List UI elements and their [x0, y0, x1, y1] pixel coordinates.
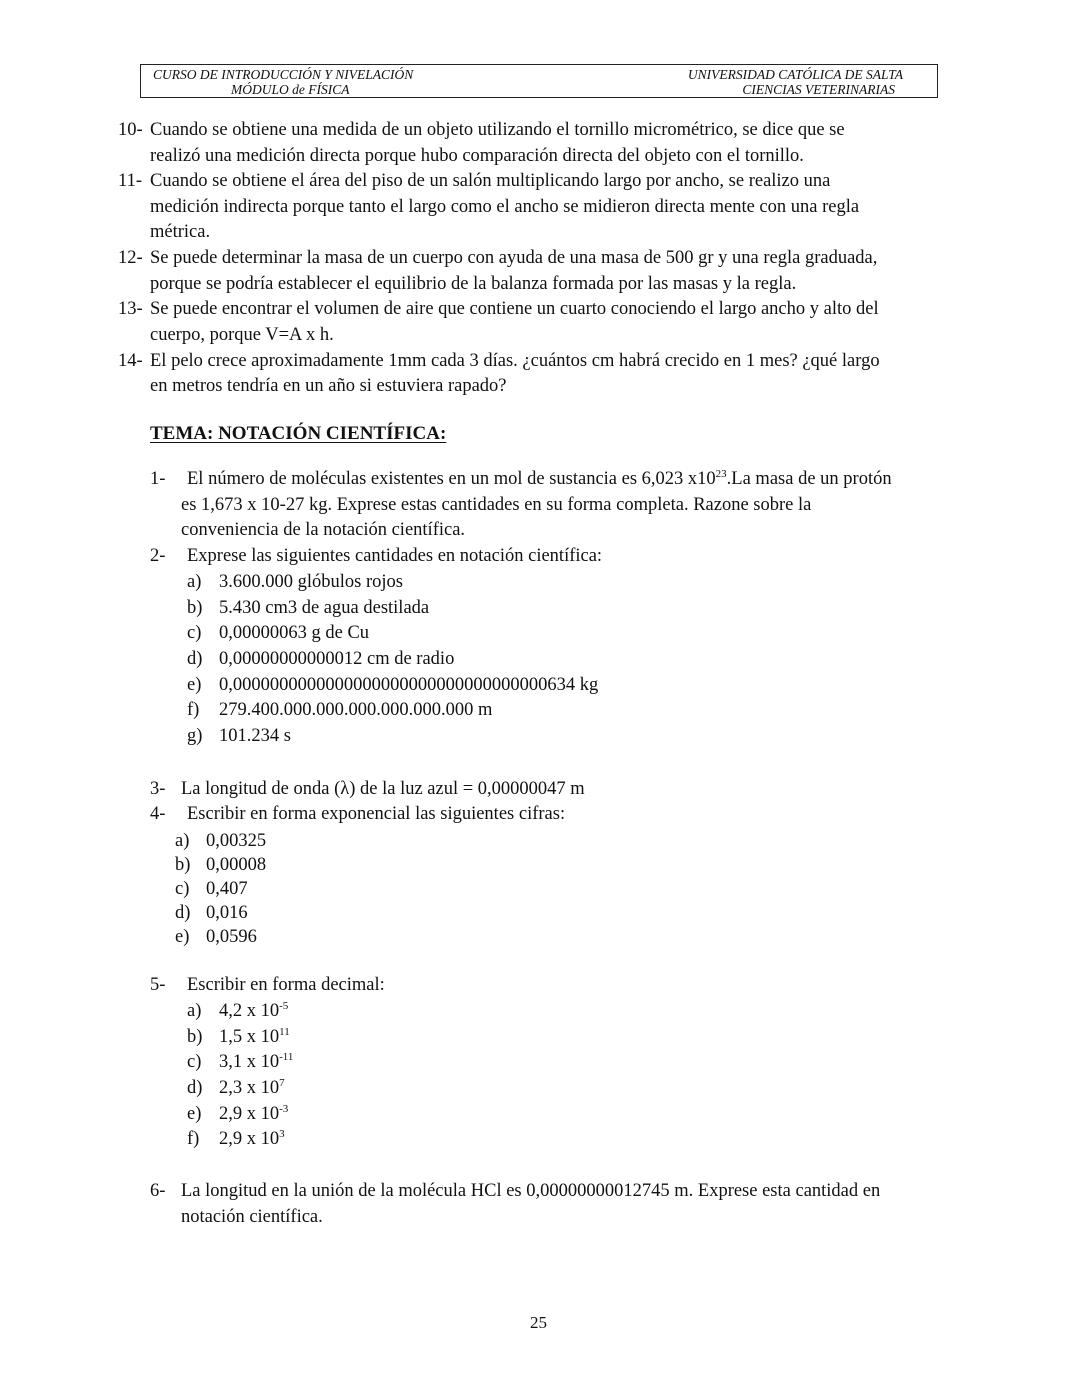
power-base: 4,2 x 10: [219, 1001, 280, 1021]
item-label: b): [187, 598, 203, 618]
item-text: 5.430 cm3 de agua destilada: [219, 598, 430, 618]
item-label: d): [187, 1078, 203, 1098]
item-text: 3.600.000 glóbulos rojos: [219, 572, 403, 592]
item-label: c): [187, 623, 202, 643]
question-text: porque se podría establecer el equilibrio de la balanza formada por las masas y la regla.: [150, 274, 797, 294]
power-base: 2,9 x 10: [219, 1129, 280, 1149]
exercise-number: 6-: [150, 1181, 166, 1201]
exponent: 11: [279, 1025, 290, 1038]
item-text: 0,00000000000012 cm de radio: [219, 649, 455, 669]
faculty-name: CIENCIAS VETERINARIAS: [742, 82, 895, 97]
power-base: 2,9 x 10: [219, 1104, 280, 1124]
exponent: 7: [279, 1076, 285, 1089]
question-text: Se puede encontrar el volumen de aire que contiene un cuarto conociendo el largo ancho y alto del: [150, 299, 879, 319]
exercise-text: es 1,673 x 10-27 kg. Exprese estas cantidades en su forma completa. Razone sobre la: [181, 495, 812, 515]
module-title: MÓDULO de FÍSICA: [231, 82, 350, 97]
exponent: -3: [279, 1102, 289, 1115]
item-label: a): [175, 831, 190, 851]
exercise-text-part: .La masa de un protón: [726, 469, 892, 489]
item-text: [219, 1000, 288, 1022]
question-text: métrica.: [150, 222, 211, 242]
item-text: [219, 1103, 288, 1125]
item-label: f): [187, 700, 200, 720]
question-text: realizó una medición directa porque hubo comparación directa del objeto con el tornillo.: [150, 146, 804, 166]
question-text: Se puede determinar la masa de un cuerpo con ayuda de una masa de 500 gr y una regla graduada,: [150, 248, 878, 268]
item-label: c): [187, 1052, 202, 1072]
item-text: 0,00000063 g de Cu: [219, 623, 370, 643]
item-label: f): [187, 1129, 200, 1149]
item-text: [219, 1128, 285, 1150]
item-label: b): [175, 855, 191, 875]
exercise-number: 1-: [150, 469, 166, 489]
power-base: 1,5 x 10: [219, 1027, 280, 1047]
page-number: 25: [530, 1313, 547, 1332]
item-label: e): [187, 1104, 202, 1124]
item-text: 279.400.000.000.000.000.000.000 m: [219, 700, 493, 720]
question-number: 12-: [118, 248, 143, 268]
question-number: 11-: [118, 171, 142, 191]
exercise-text-part: El número de moléculas existentes en un mol de sustancia es 6,023 x10: [187, 469, 716, 489]
exercise-text: notación científica.: [181, 1207, 323, 1227]
question-number: 10-: [118, 120, 143, 140]
exercise-text: Exprese las siguientes cantidades en notación científica:: [187, 546, 603, 566]
page-header: [140, 64, 938, 98]
topic-heading: TEMA: NOTACIÓN CIENTÍFICA:: [150, 423, 447, 444]
question-text: Cuando se obtiene el área del piso de un salón multiplicando largo por ancho, se realizo una: [150, 171, 831, 191]
question-text: El pelo crece aproximadamente 1mm cada 3 días. ¿cuántos cm habrá crecido en 1 mes? ¿qué largo: [150, 351, 880, 371]
question-number: 13-: [118, 299, 143, 319]
power-base: 3,1 x 10: [219, 1052, 280, 1072]
item-text: 0,0596: [206, 927, 257, 947]
item-text: [219, 1077, 285, 1099]
item-label: c): [175, 879, 190, 899]
item-label: d): [175, 903, 191, 923]
item-label: e): [187, 675, 202, 695]
exercise-text: La longitud en la unión de la molécula HCl es 0,00000000012745 m. Exprese esta cantidad en: [181, 1181, 881, 1201]
exercise-number: 5-: [150, 975, 166, 995]
question-number: 14-: [118, 351, 143, 371]
question-text: cuerpo, porque V=A x h.: [150, 325, 334, 345]
item-label: g): [187, 726, 203, 746]
item-label: e): [175, 927, 190, 947]
exercise-text: Escribir en forma exponencial las siguientes cifras:: [187, 804, 566, 824]
exercise-text: [187, 468, 892, 490]
course-title: CURSO DE INTRODUCCIÓN Y NIVELACIÓN: [153, 67, 414, 82]
item-text: [219, 1026, 290, 1048]
exercise-text: conveniencia de la notación científica.: [181, 520, 466, 540]
power-base: 2,3 x 10: [219, 1078, 280, 1098]
item-text: 101.234 s: [219, 726, 291, 746]
exponent: 3: [279, 1127, 285, 1140]
item-text: 0,016: [206, 903, 248, 923]
item-label: a): [187, 1001, 202, 1021]
item-label: b): [187, 1027, 203, 1047]
exponent: -5: [279, 999, 289, 1012]
exercise-text: La longitud de onda (λ) de la luz azul = 0,00000047 m: [181, 779, 585, 799]
exponent: -11: [279, 1050, 294, 1063]
exercise-text: Escribir en forma decimal:: [187, 975, 385, 995]
item-text: 0,407: [206, 879, 248, 899]
question-text: Cuando se obtiene una medida de un objeto utilizando el tornillo micrométrico, se dice que se: [150, 120, 845, 140]
item-text: 0,0000000000000000000000000000000000634 kg: [219, 675, 599, 695]
exercise-number: 4-: [150, 804, 166, 824]
exercise-number: 3-: [150, 779, 166, 799]
item-label: a): [187, 572, 202, 592]
item-label: d): [187, 649, 203, 669]
question-text: en metros tendría en un año si estuviera rapado?: [150, 376, 507, 396]
university-name: UNIVERSIDAD CATÓLICA DE SALTA: [687, 67, 903, 82]
item-text: 0,00008: [206, 855, 267, 875]
question-text: medición indirecta porque tanto el largo como el ancho se midieron directa mente con una regla: [150, 197, 860, 217]
item-text: [219, 1051, 293, 1073]
exercise-number: 2-: [150, 546, 166, 566]
exponent: 23: [715, 467, 727, 480]
item-text: 0,00325: [206, 831, 267, 851]
